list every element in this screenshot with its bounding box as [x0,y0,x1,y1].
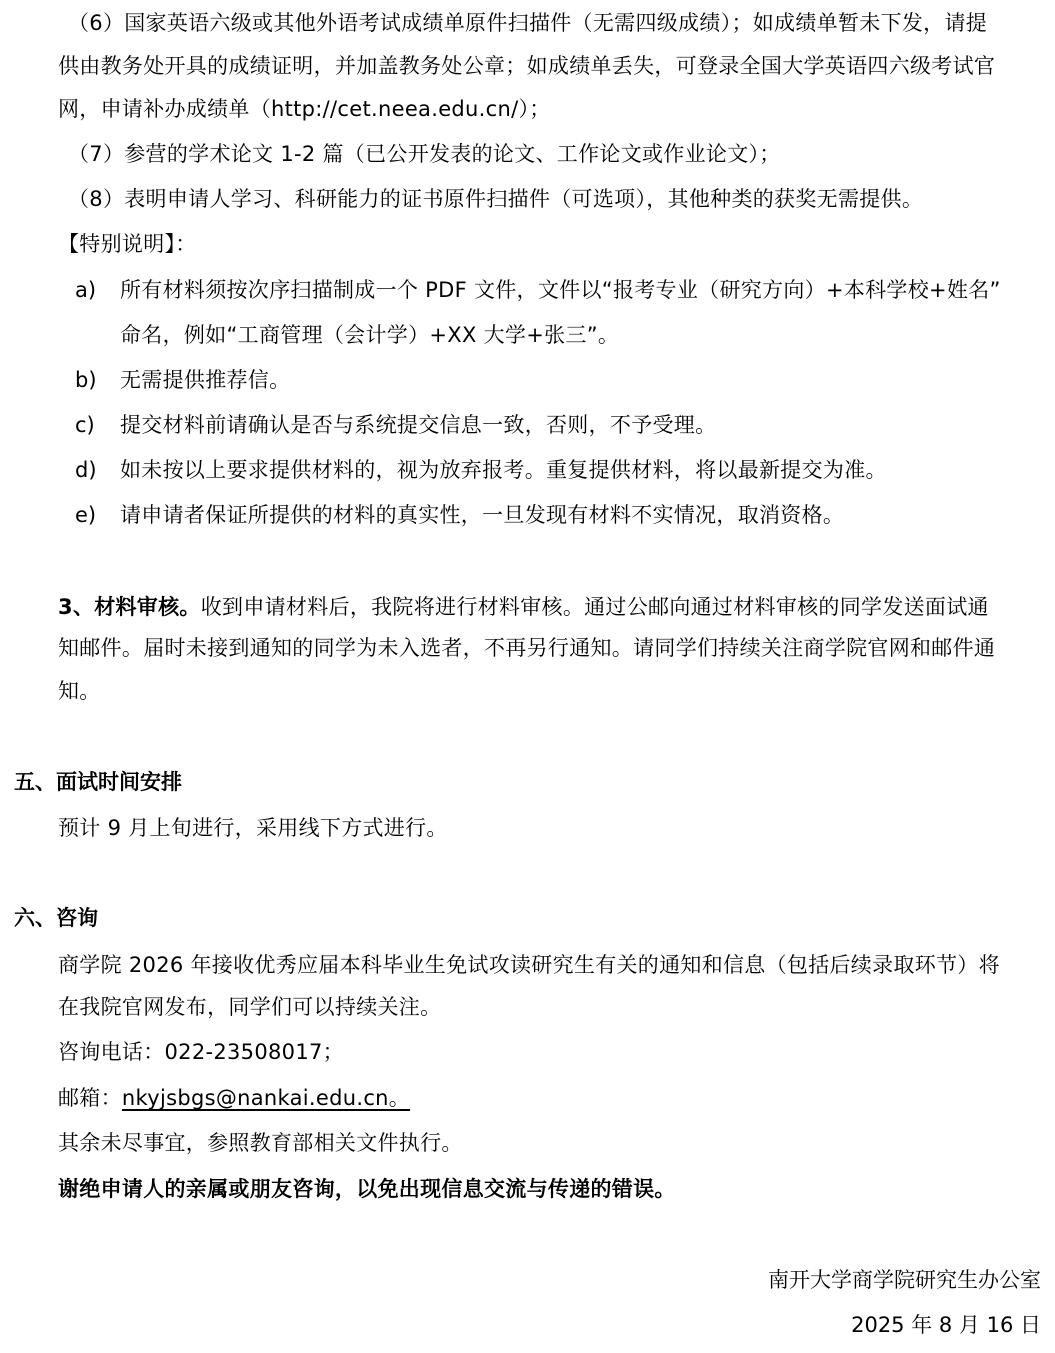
other-matters: 其余未尽事宜，参照教育部相关文件执行。 [58,1131,463,1155]
review-label: 3、材料审核。 [58,595,201,619]
note-d-text: 如未按以上要求提供材料的，视为放弃报考。重复提供材料，将以最新提交为准。 [120,458,887,482]
section-6-heading: 六、咨询 [14,906,98,930]
note-letter-c: c) [75,413,95,437]
review-line-1-text: 收到申请材料后，我院将进行材料审核。通过公邮向通过材料审核的同学发送面试通 [200,595,989,619]
note-e-text: 请申请者保证所提供的材料的真实性，一旦发现有材料不实情况，取消资格。 [120,503,845,527]
warning-text: 谢绝申请人的亲属或朋友咨询，以免出现信息交流与传递的错误。 [58,1177,676,1201]
consult-email-row [58,1083,410,1113]
note-c-text: 提交材料前请确认是否与系统提交信息一致，否则，不予受理。 [120,413,717,437]
note-a-line-1: 所有材料须按次序扫描制成一个 PDF 文件，文件以“报考专业（研究方向）+本科学校+姓名” [120,278,1001,302]
note-a-line-2: 命名，例如“工商管理（会计学）+XX 大学+张三”。 [120,323,620,347]
signature-date: 2025 年 8 月 16 日 [851,1313,1041,1337]
special-note-title: 【特别说明】： [58,232,197,256]
review-paragraph-line-1 [58,592,989,622]
material-item-8: （8）表明申请人学习、科研能力的证书原件扫描件（可选项），其他种类的获奖无需提供。 [68,187,924,211]
note-letter-d: d) [75,458,97,482]
review-paragraph-line-2: 知邮件。届时未接到通知的同学为未入选者，不再另行通知。请同学们持续关注商学院官网和邮件通 [58,636,996,660]
material-item-6-line-2: 供由教务处开具的成绩证明，并加盖教务处公章；如成绩单丢失，可登录全国大学英语四六级考试官 [58,54,996,78]
note-letter-b: b) [75,368,97,392]
consult-phone: 咨询电话：022-23508017； [58,1040,344,1064]
material-item-6-line-3: 网，申请补办成绩单（http://cet.neea.edu.cn/）； [58,97,551,121]
email-label: 邮箱： [58,1086,122,1110]
section-5-text: 预计 9 月上旬进行，采用线下方式进行。 [58,816,448,840]
section-5-heading: 五、面试时间安排 [14,770,182,794]
note-b-text: 无需提供推荐信。 [120,368,291,392]
section-6-line-2: 在我院官网发布，同学们可以持续关注。 [58,995,442,1019]
signature-office: 南开大学商学院研究生办公室 [768,1268,1041,1292]
note-letter-e: e) [75,503,97,527]
note-letter-a: a) [75,278,97,302]
email-link[interactable]: nkyjsbgs@nankai.edu.cn。 [121,1086,411,1110]
section-6-line-1: 商学院 2026 年接收优秀应届本科毕业生免试攻读研究生有关的通知和信息（包括后续录取环节）将 [58,953,1000,977]
material-item-7: （7）参营的学术论文 1-2 篇（已公开发表的论文、工作论文或作业论文）； [68,142,781,166]
review-paragraph-line-3: 知。 [58,679,101,703]
material-item-6-line-1: （6）国家英语六级或其他外语考试成绩单原件扫描件（无需四级成绩）；如成绩单暂未下发，请提 [68,11,988,35]
